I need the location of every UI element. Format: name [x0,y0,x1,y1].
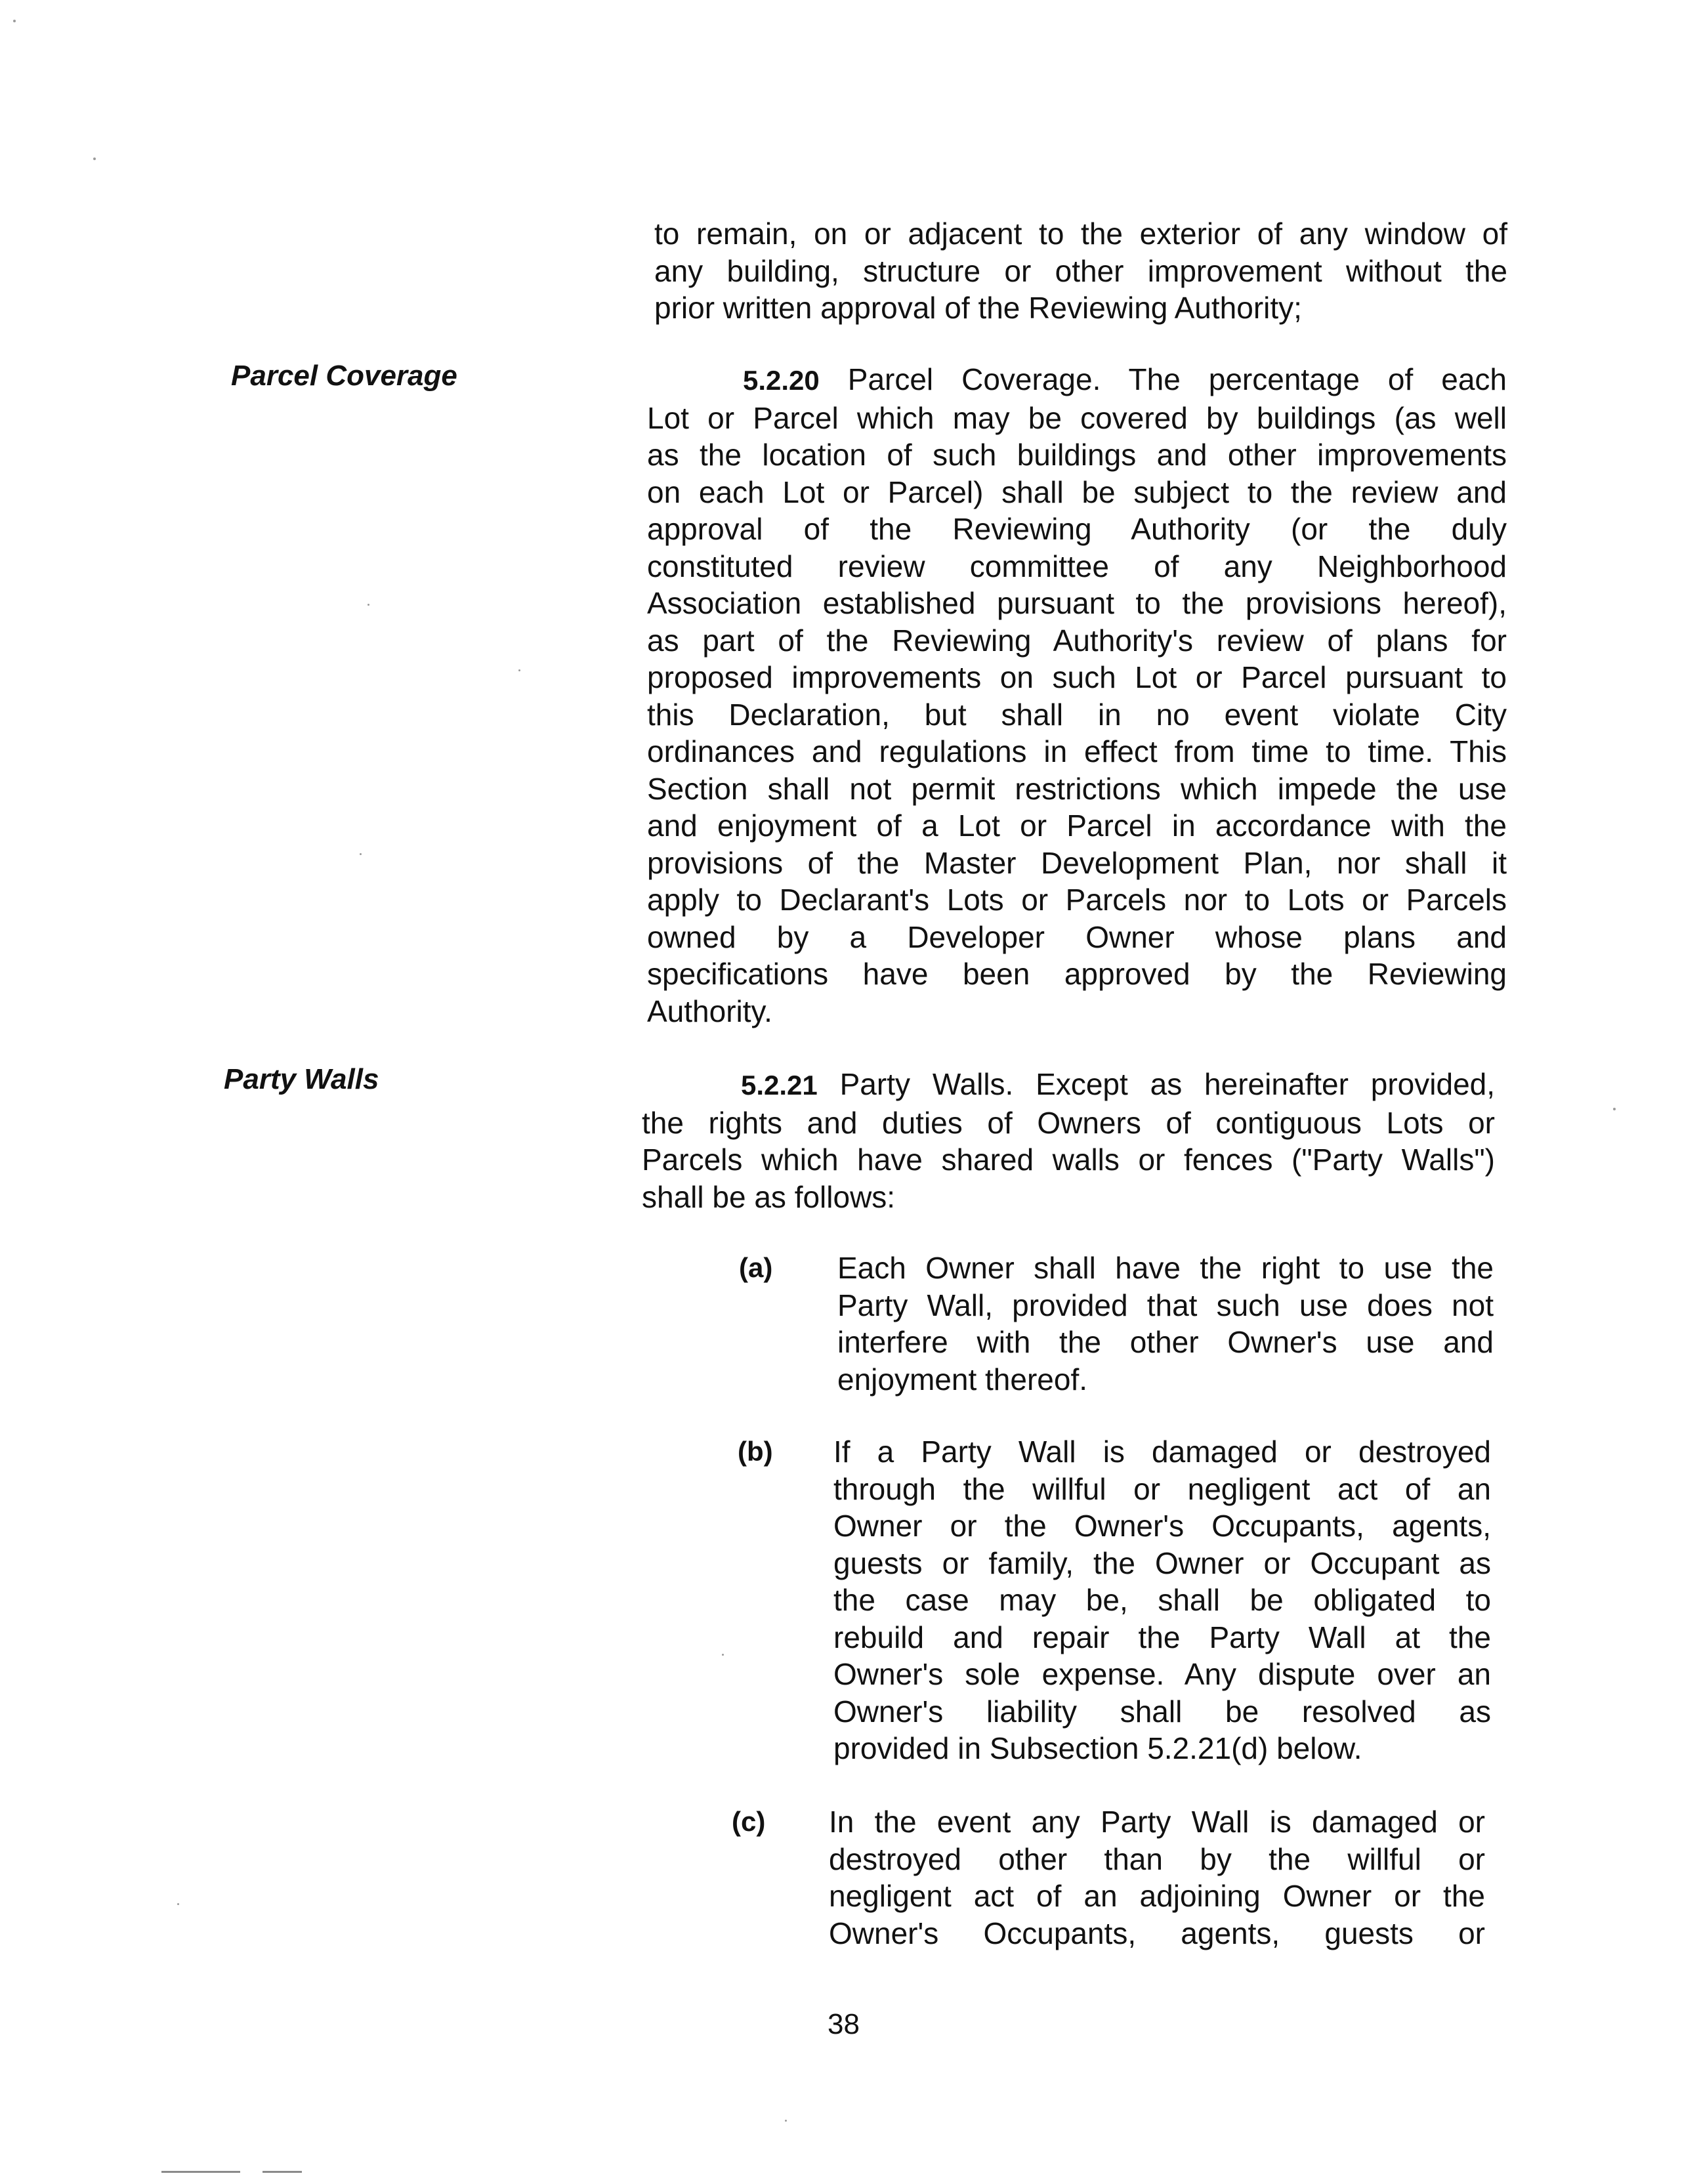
text-line: ordinances and regulations in effect from time to time. This [647,734,1507,768]
scan-speck [93,158,96,160]
text-line: on each Lot or Parcel) shall be subject to the review and [647,474,1507,509]
text-line: Owner's liability shall be resolved as [833,1694,1491,1729]
text-line: In the event any Party Wall is damaged or [829,1805,1485,1839]
text-line: through the willful or negligent act of an [833,1471,1491,1506]
text-line: as part of the Reviewing Authority's review of plans for [647,623,1507,658]
text-line: Authority. [647,994,772,1028]
text-line: any building, structure or other improvement without the [654,253,1507,288]
scan-speck [722,1654,724,1656]
text-line: proposed improvements on such Lot or Parcel pursuant to [647,660,1507,694]
scan-speck [785,2120,787,2122]
text-line: as the location of such buildings and other improvements [647,438,1507,472]
text-line: and enjoyment of a Lot or Parcel in accordance with the [647,808,1507,843]
text-line: provided in Subsection 5.2.21(d) below. [833,1731,1362,1765]
text-line: the rights and duties of Owners of contiguous Lots or [642,1105,1495,1140]
section-first-line-text: Parcel Coverage. The percentage of each [847,362,1507,396]
margin-heading-party-walls: Party Walls [224,1063,379,1095]
text-line: owned by a Developer Owner whose plans and [647,919,1507,954]
text-line: If a Party Wall is damaged or destroyed [833,1435,1491,1469]
item-b-paragraph [833,1433,1491,1767]
text-line: Owner or the Owner's Occupants, agents, [833,1509,1491,1543]
text-line: Each Owner shall have the right to use the [837,1251,1494,1285]
text-line: enjoyment thereof. [837,1362,1088,1396]
item-label-a: (a) [739,1252,773,1283]
section-first-line [647,361,1507,400]
text-line: Section shall not permit restrictions which impede the use [647,771,1507,806]
item-c-paragraph [829,1803,1485,1952]
text-line: guests or family, the Owner or Occupant as [833,1545,1491,1580]
section-5-2-21-paragraph [642,1066,1495,1215]
margin-heading-parcel-coverage: Parcel Coverage [231,360,457,392]
item-label-b: (b) [738,1436,773,1467]
scan-speck [518,669,520,671]
section-number: 5.2.20 [743,365,820,396]
section-first-line [642,1066,1495,1104]
page-number: 38 [828,2008,860,2040]
text-line: destroyed other than by the willful or [829,1841,1485,1876]
text-line: negligent act of an adjoining Owner or the [829,1879,1485,1913]
text-line: specifications have been approved by the Reviewing [647,957,1507,991]
text-line: approval of the Reviewing Authority (or the duly [647,512,1507,546]
scan-speck [13,20,16,22]
scan-speck [1613,1108,1616,1110]
text-line: the case may be, shall be obligated to [833,1583,1491,1617]
scan-dash [262,2171,302,2173]
scan-speck [368,604,369,606]
text-line: rebuild and repair the Party Wall at the [833,1620,1491,1654]
text-line: Owner's sole expense. Any dispute over an [833,1657,1491,1691]
text-line: this Declaration, but shall in no event violate City [647,697,1507,732]
section-first-line-text: Party Walls. Except as hereinafter provided, [839,1067,1496,1101]
text-line: Lot or Parcel which may be covered by buildings (as well [647,400,1507,435]
text-line: Owner's Occupants, agents, guests or [829,1916,1485,1950]
text-line: Parcels which have shared walls or fences ("Party Walls") [642,1143,1495,1177]
scan-speck [360,853,362,855]
item-a-paragraph [837,1250,1494,1398]
text-line: apply to Declarant's Lots or Parcels nor to Lots or Parcels [647,883,1507,917]
text-line: interfere with the other Owner's use and [837,1325,1494,1359]
text-line: to remain, on or adjacent to the exterior of any window of [654,217,1507,251]
section-number: 5.2.21 [741,1070,818,1101]
continuation-paragraph [654,215,1507,327]
section-5-2-20-paragraph [647,361,1507,1030]
scan-speck [177,1903,179,1905]
text-line: Association established pursuant to the provisions hereof), [647,586,1507,620]
text-line: prior written approval of the Reviewing Authority; [654,291,1302,325]
scan-dash [161,2171,240,2173]
item-label-c: (c) [732,1806,766,1837]
text-line: provisions of the Master Development Plan, nor shall it [647,845,1507,880]
text-line: shall be as follows: [642,1179,896,1214]
text-line: constituted review committee of any Neighborhood [647,549,1507,583]
text-line: Party Wall, provided that such use does not [837,1288,1494,1322]
